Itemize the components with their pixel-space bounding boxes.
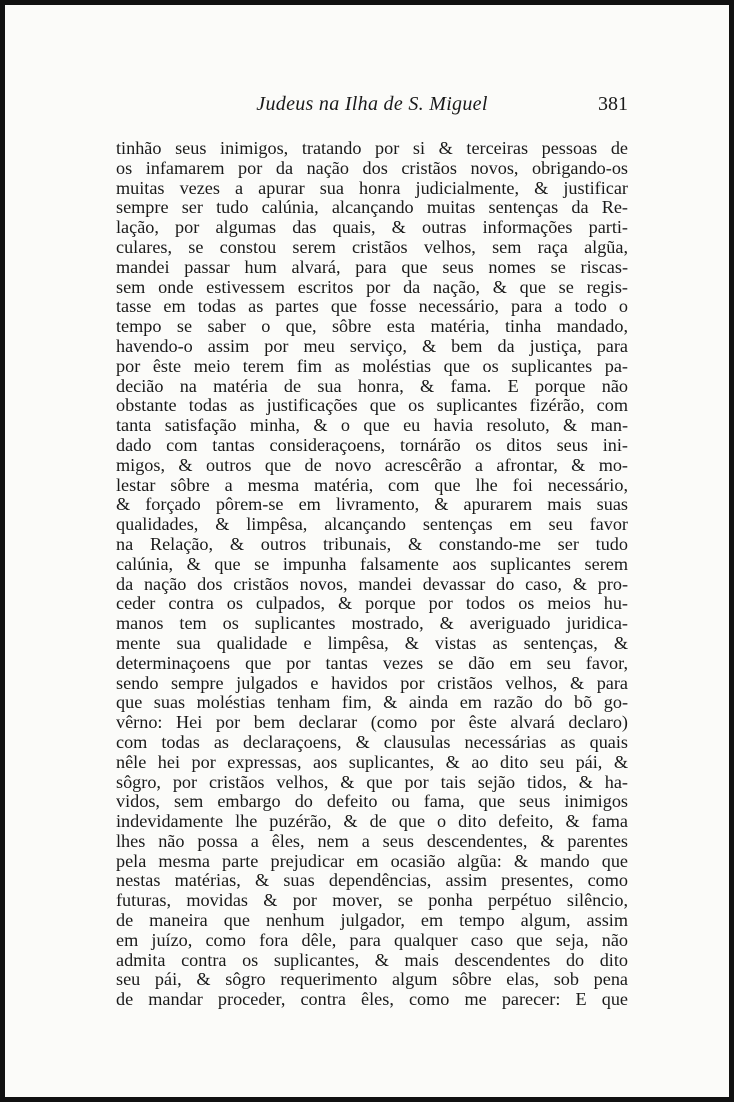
text-line: tanta satisfação minha, & o que eu havia resoluto, & man- [116, 416, 628, 436]
text-line: de mandar proceder, contra êles, como me parecer: E que [116, 990, 628, 1010]
text-line: pela mesma parte prejudicar em ocasião algũa: & mando que [116, 851, 628, 871]
text-line: vidos, sem embargo do defeito ou fama, que seus inimigos [116, 792, 628, 812]
text-line: lestar sôbre a mesma matéria, com que lhe foi necessário, [116, 475, 628, 495]
text-line: tempo se saber o que, sôbre esta matéria, tinha mandado, [116, 317, 628, 337]
text-line: admita contra os suplicantes, & mais descendentes do dito [116, 950, 628, 970]
text-line: determinaçoens que por tantas vezes se dão em seu favor, [116, 653, 628, 673]
text-line: futuras, movidas & por mover, se ponha perpétuo silêncio, [116, 891, 628, 911]
text-line: nêle hei por expressas, aos suplicantes, & ao dito seu pái, & [116, 752, 628, 772]
text-line: mandei passar hum alvará, para que seus nomes se riscas- [116, 257, 628, 277]
text-line: tasse em todas as partes que fosse necessário, para a todo o [116, 297, 628, 317]
text-line: na Relação, & outros tribunais, & constando-me ser tudo [116, 534, 628, 554]
text-line: manos tem os suplicantes mostrado, & averiguado juridica- [116, 614, 628, 634]
text-line: migos, & outros que de novo acrescêrão a afrontar, & mo- [116, 455, 628, 475]
text-line: calúnia, & que se impunha falsamente aos suplicantes serem [116, 554, 628, 574]
body-text [116, 139, 628, 1010]
text-line: por êste meio terem fim as moléstias que os suplicantes pa- [116, 356, 628, 376]
text-line: os infamarem por da nação dos cristãos novos, obrigando-os [116, 158, 628, 178]
text-line: muitas vezes a apurar sua honra judicialmente, & justificar [116, 178, 628, 198]
text-line: & forçado pôrem-se em livramento, & apurarem mais suas [116, 495, 628, 515]
text-line: culares, se constou serem cristãos velhos, sem raça algũa, [116, 237, 628, 257]
page-header [116, 93, 628, 123]
text-line: decião na matéria de sua honra, & fama. E porque não [116, 376, 628, 396]
text-line: lhes não possa a êles, nem a seus descendentes, & parentes [116, 831, 628, 851]
text-line: indevidamente lhe puzérão, & de que o dito defeito, & fama [116, 812, 628, 832]
text-line: sôgro, por cristãos velhos, & que por tais sejão tidos, & ha- [116, 772, 628, 792]
page-number: 381 [598, 93, 628, 115]
text-line: sem onde estivessem escritos por da nação, & que se regis- [116, 277, 628, 297]
text-line: da nação dos cristãos novos, mandei devassar do caso, & pro- [116, 574, 628, 594]
text-line: com todas as declaraçoens, & clausulas necessárias as quais [116, 732, 628, 752]
text-line: de maneira que nenhum julgador, em tempo algum, assim [116, 911, 628, 931]
text-line: em juízo, como fora dêle, para qualquer caso que seja, não [116, 930, 628, 950]
text-line: sempre ser tudo calúnia, alcançando muitas sentenças da Re- [116, 198, 628, 218]
text-line: havendo-o assim por meu serviço, & bem da justiça, para [116, 336, 628, 356]
text-line: vêrno: Hei por bem declarar (como por êste alvará declaro) [116, 713, 628, 733]
running-title: Judeus na Ilha de S. Miguel [256, 93, 488, 115]
text-line: obstante todas as justificações que os suplicantes fizérão, com [116, 396, 628, 416]
text-line: nestas matérias, & suas dependências, assim presentes, como [116, 871, 628, 891]
text-line: tinhão seus inimigos, tratando por si & terceiras pessoas de [116, 139, 628, 158]
text-line: que suas moléstias tenham fim, & ainda em razão do bõ go- [116, 693, 628, 713]
text-line: dado com tantas consideraçoens, tornárão os ditos seus ini- [116, 435, 628, 455]
text-line: qualidades, & limpêsa, alcançando sentenças em seu favor [116, 515, 628, 535]
text-line: ceder contra os culpados, & porque por todos os meios hu- [116, 594, 628, 614]
text-line: lação, por algumas das quais, & outras informações parti- [116, 218, 628, 238]
text-line: seu pái, & sôgro requerimento algum sôbre elas, sob pena [116, 970, 628, 990]
text-line: sendo sempre julgados e havidos por cristãos velhos, & para [116, 673, 628, 693]
text-line: mente sua qualidade e limpêsa, & vistas as sentenças, & [116, 633, 628, 653]
